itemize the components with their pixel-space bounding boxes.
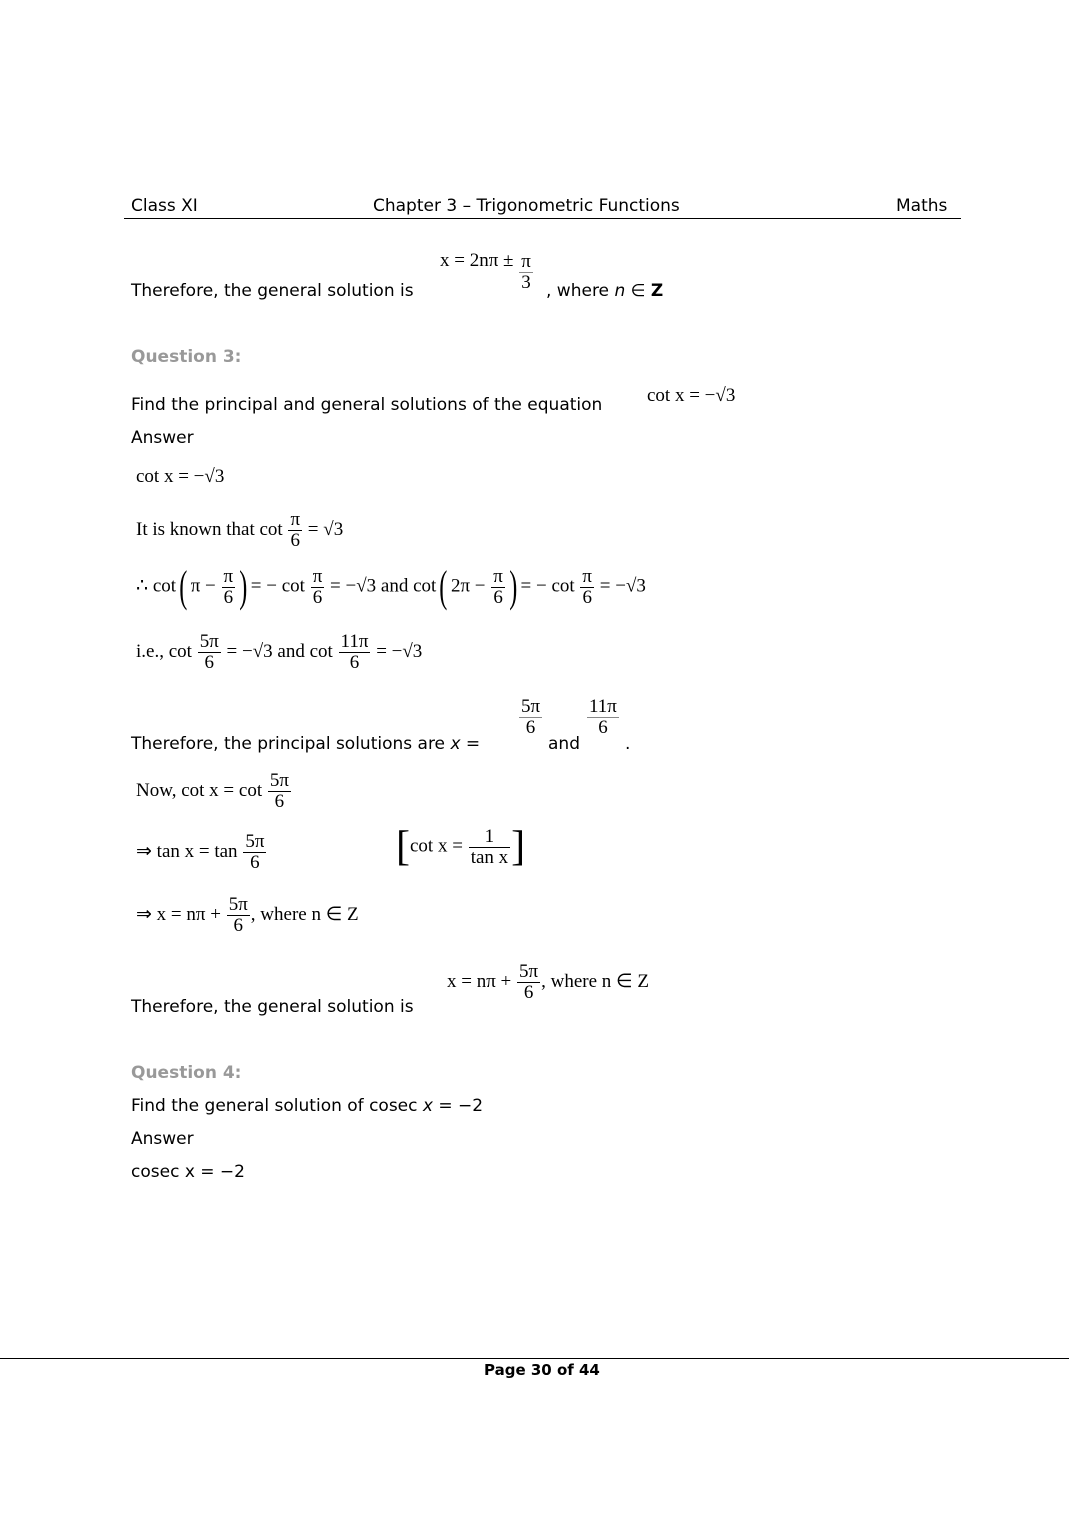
q3-prompt: Find the principal and general solutions of the equation: [131, 395, 603, 415]
q3-answer-label: Answer: [131, 428, 194, 448]
header-chapter: Chapter 3 – Trigonometric Functions: [373, 196, 680, 216]
header-class: Class XI: [131, 196, 198, 216]
q3-known-cot-pi6: It is known that cot $\frac{\pi}{6}$ = √3: [136, 509, 344, 551]
q2-general-solution-text: Therefore, the general solution is: [131, 281, 414, 301]
q3-therefore-line: ∴ cot( π − $\frac{\pi}{6}$ ) = − cot $\frac{\pi}{6}$ = −√3 and cot( 2π − $\frac{\pi}{6}$ ) = − cot $\frac{\pi}{6}$ = −√3: [136, 562, 646, 611]
header-rule: [124, 218, 961, 219]
q4-title: Question 4:: [131, 1063, 242, 1083]
footer-rule: [0, 1358, 1069, 1359]
page-number: Page 30 of 44: [484, 1361, 600, 1379]
q3-bracket-identity: [cot x = $\frac{1}{\text{tan x}}$ ]: [396, 824, 526, 870]
q3-principal-and: and: [548, 734, 580, 754]
q3-principal-end: .: [625, 734, 631, 754]
q4-line-cosec: cosec x = −2: [131, 1162, 245, 1182]
q3-x-line: ⇒ x = nπ + $\frac{5\pi}{6}$ , where n ∈ Z: [136, 894, 359, 936]
q2-general-solution-eq: x = 2nπ ± $\frac{\pi}{3}$: [440, 250, 531, 293]
q4-answer-label: Answer: [131, 1129, 194, 1149]
q3-title: Question 3:: [131, 347, 242, 367]
q3-general-eq: x = nπ + $\frac{5\pi}{6}$ , where n ∈ Z: [447, 961, 649, 1003]
q3-line-cot-x: cot x = −√3: [136, 466, 225, 487]
q3-ie-line: i.e., cot $\frac{5\pi}{6}$ = −√3 and cot $\frac{11\pi}{6}$ = −√3: [136, 631, 423, 673]
q3-principal-frac2: $\frac{11\pi}{6}$: [589, 696, 617, 738]
q3-general-text: Therefore, the general solution is: [131, 997, 414, 1017]
q4-prompt: Find the general solution of cosec x = −2: [131, 1096, 484, 1116]
q3-principal-text: Therefore, the principal solutions are x =: [131, 734, 481, 754]
header-subject: Maths: [896, 196, 948, 216]
q2-where-clause: , where n ∈ Z: [546, 281, 664, 301]
q3-tan-line: ⇒ tan x = tan $\frac{5\pi}{6}$: [136, 831, 265, 873]
q3-principal-frac1: $\frac{5\pi}{6}$: [521, 696, 541, 738]
q3-now-line: Now, cot x = cot $\frac{5\pi}{6}$: [136, 770, 289, 812]
q3-prompt-eq: cot x = −√3: [647, 385, 736, 406]
